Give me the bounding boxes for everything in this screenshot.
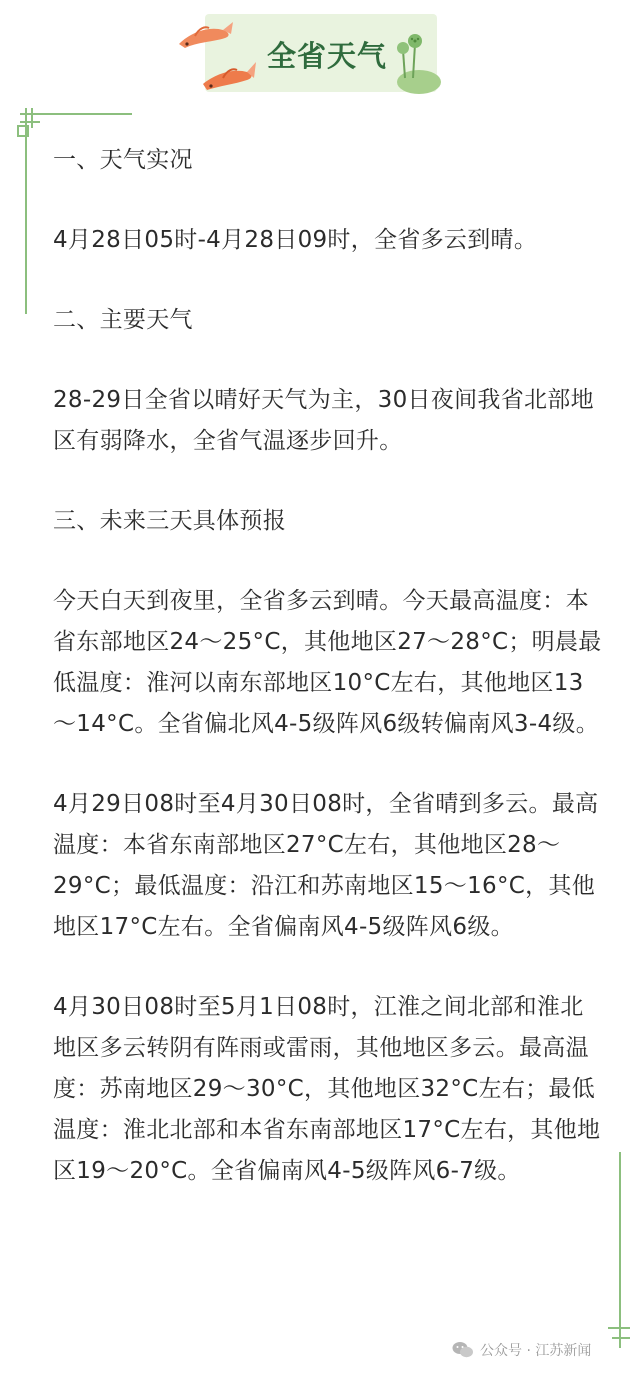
watermark <box>452 1338 591 1362</box>
main-weather-text: 28-29日全省以晴好天气为主，30日夜间我省北部地区有弱降水，全省气温逐步回升。 <box>53 387 594 454</box>
koi-fish-icon <box>197 48 257 94</box>
forecast-day3-text: 4月30日08时至5月1日08时，江淮之间北部和淮北地区多云转阴有阵雨或雷雨，其他地区多云。最高温度：苏南地区29～30°C，其他地区32°C左右；最低温度：淮北北部和本省东南部地区17°C左右，其他地区19～20°C。全省偏南风4-5级阵风6-7级。 <box>53 994 601 1184</box>
forecast-today-text: 今天白天到夜里，全省多云到晴。今天最高温度：本省东部地区24～25°C，其他地区27～28°C；明晨最低温度：淮河以南东部地区10°C左右，其他地区13～14°C。全省偏北风4-5级阵风6级转偏南风3-4级。 <box>53 588 602 737</box>
section-heading-main: 二、主要天气 <box>53 307 193 333</box>
forecast-day2-text: 4月29日08时至4月30日08时，全省晴到多云。最高温度：本省东南部地区27°C左右，其他地区28～29°C；最低温度：沿江和苏南地区15～16°C，其他地区17°C左右。全省偏南风4-5级阵风6级。 <box>53 791 599 940</box>
lotus-pod-icon <box>385 32 441 94</box>
article-body <box>53 140 603 1231</box>
observed-weather-text: 4月28日05时-4月28日09时，全省多云到晴。 <box>53 227 538 253</box>
section-heading-observed: 一、天气实况 <box>53 147 193 173</box>
wechat-icon <box>452 1341 474 1359</box>
watermark-text: 公众号 · 江苏新闻 <box>480 1343 592 1359</box>
banner-title: 全省天气 <box>267 39 388 73</box>
section-heading-forecast: 三、未来三天具体预报 <box>53 508 286 534</box>
header-banner <box>175 14 437 94</box>
